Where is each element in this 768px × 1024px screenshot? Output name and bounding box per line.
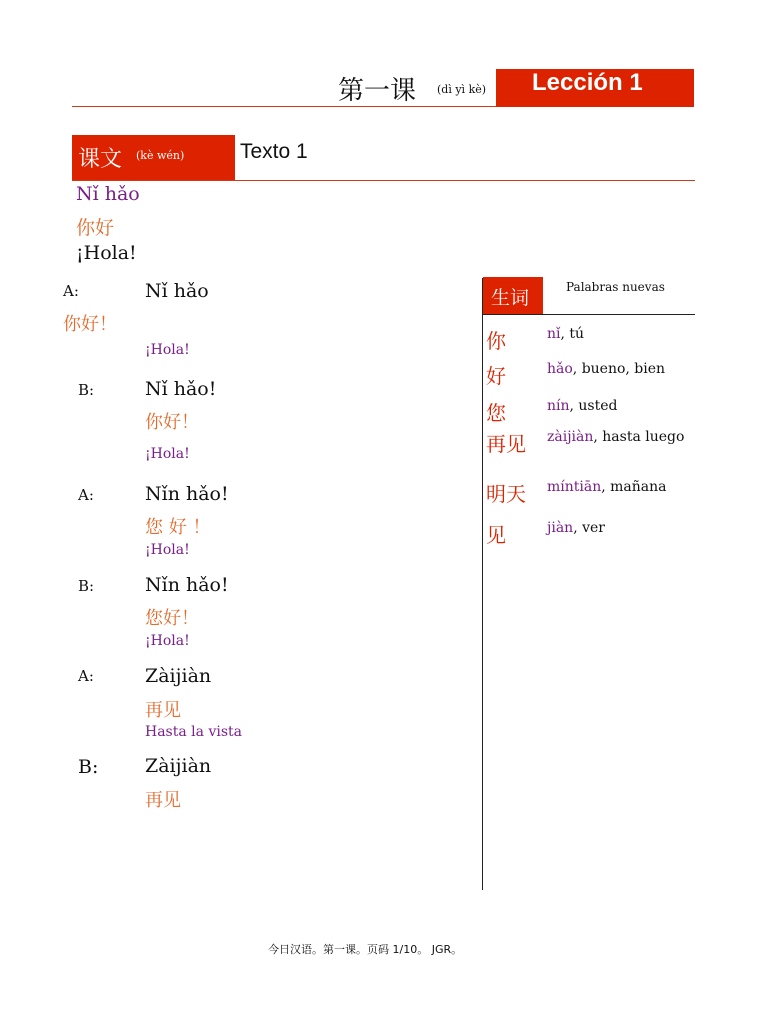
- vocab-definition: [547, 479, 667, 495]
- dialogue-spanish: ¡Hola!: [145, 342, 190, 358]
- dialogue-pinyin: Zàijiàn: [145, 665, 212, 687]
- dialogue-speaker: A:: [63, 282, 79, 300]
- dialogue-spanish: ¡Hola!: [145, 446, 190, 462]
- dialogue-chinese: 你好！: [63, 314, 117, 335]
- dialogue-spanish: ¡Hola!: [145, 542, 190, 558]
- vocab-definition: [547, 520, 605, 536]
- dialogue-pinyin: Nǐn hǎo!: [145, 483, 229, 505]
- vocab-pinyin: hǎo: [547, 361, 573, 377]
- dialogue-speaker: A:: [78, 667, 94, 685]
- vocab-meaning: , usted: [569, 398, 618, 414]
- dialogue-pinyin: Nǐ hǎo: [145, 280, 209, 302]
- vocab-pinyin: míntiān: [547, 479, 602, 495]
- dialogue-spanish: Hasta la vista: [145, 724, 242, 740]
- intro-pinyin: Nǐ hǎo: [76, 183, 140, 205]
- section-subtitle: Texto 1: [240, 140, 308, 163]
- intro-spanish: ¡Hola!: [76, 242, 137, 264]
- vocab-meaning: , bueno, bien: [572, 361, 666, 377]
- vocab-chinese: 好: [486, 364, 506, 388]
- dialogue-speaker: B:: [78, 381, 95, 399]
- lesson-title: 第一课: [338, 76, 417, 106]
- intro-chinese: 你好: [76, 217, 115, 239]
- dialogue-pinyin: Zàijiàn: [145, 755, 212, 777]
- lesson-label: Lección 1: [532, 69, 643, 96]
- vocab-chinese: 你: [486, 329, 506, 353]
- vocab-pinyin: nǐ: [547, 326, 561, 342]
- lesson-label-box: [496, 69, 694, 107]
- vocabulary-divider-vertical: [482, 278, 483, 890]
- vocabulary-divider-horizontal: [483, 314, 695, 315]
- header-divider: [72, 106, 496, 107]
- dialogue-speaker: A:: [78, 486, 94, 504]
- vocab-chinese: 再见: [486, 432, 526, 456]
- dialogue-speaker: B:: [78, 577, 95, 595]
- lesson-title-pinyin: (dì yì kè): [437, 83, 487, 96]
- vocab-definition: [547, 361, 665, 377]
- vocabulary-heading-box: [483, 277, 543, 314]
- section-title-pinyin: (kè wén): [136, 149, 185, 162]
- page-footer: 今日汉语。第一课。页码 1/10。 JGR。: [268, 943, 463, 956]
- vocab-pinyin: nín: [547, 398, 570, 414]
- vocab-chinese: 您: [486, 401, 506, 425]
- vocabulary-title: Palabras nuevas: [566, 280, 665, 294]
- vocab-pinyin: jiàn: [547, 520, 574, 536]
- dialogue-spanish: ¡Hola!: [145, 633, 190, 649]
- section-divider: [72, 180, 695, 181]
- dialogue-chinese: 再见: [145, 790, 181, 811]
- vocabulary-heading: 生词: [491, 287, 530, 309]
- vocab-definition: [547, 430, 691, 445]
- dialogue-chinese: 你好！: [145, 412, 199, 433]
- dialogue-chinese: 您好！: [145, 608, 199, 629]
- dialogue-pinyin: Nǐn hǎo!: [145, 574, 229, 596]
- section-heading-box: [72, 135, 235, 180]
- vocab-meaning: , hasta luego: [593, 429, 685, 445]
- vocab-definition: [547, 398, 618, 414]
- vocab-meaning: , tú: [560, 326, 585, 342]
- dialogue-speaker: B:: [78, 756, 99, 778]
- dialogue-chinese: 再见: [145, 700, 181, 721]
- vocab-pinyin: zàijiàn: [547, 429, 594, 445]
- vocab-chinese: 见: [486, 523, 506, 547]
- dialogue-chinese: 您 好 ！: [145, 517, 211, 538]
- vocab-chinese: 明天: [486, 482, 526, 506]
- vocab-definition: [547, 326, 584, 342]
- section-title: 课文: [78, 147, 123, 172]
- dialogue-pinyin: Nǐ hǎo!: [145, 378, 217, 400]
- vocab-meaning: , ver: [573, 520, 605, 536]
- vocab-meaning: , mañana: [601, 479, 667, 495]
